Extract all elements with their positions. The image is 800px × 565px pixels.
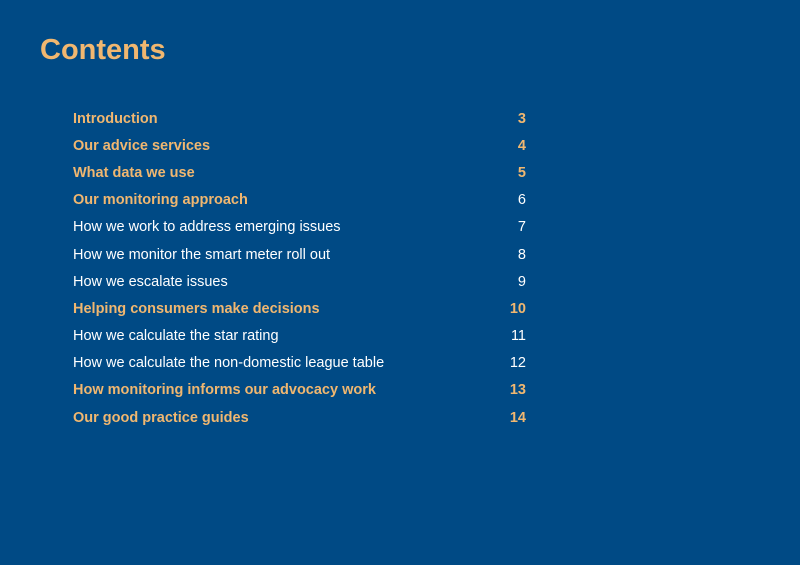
toc-entry-label: How we work to address emerging issues <box>73 219 341 236</box>
toc-entry-label: Our advice services <box>73 137 211 154</box>
toc-entry-page: 11 <box>510 328 526 345</box>
toc-entry-page: 4 <box>517 137 526 154</box>
toc-entry-page: 12 <box>509 355 526 372</box>
toc-entry-monitoring-approach[interactable] <box>73 187 526 214</box>
toc-entry-good-practice-guides[interactable] <box>73 404 526 431</box>
toc-entry-page: 5 <box>517 164 526 181</box>
toc-entry-label: How monitoring informs our advocacy work <box>73 382 376 399</box>
toc-entry-page: 6 <box>517 192 526 209</box>
toc-entry-label: How we calculate the star rating <box>73 328 279 345</box>
toc-entry-page: 13 <box>509 382 526 399</box>
toc-entry-page: 10 <box>509 300 526 317</box>
toc-entry-advice-services[interactable] <box>73 132 526 159</box>
toc-entry-label: How we monitor the smart meter roll out <box>73 246 331 263</box>
toc-entry-label: How we calculate the non-domestic league table <box>73 355 385 372</box>
toc-entry-league-table[interactable] <box>73 350 526 377</box>
toc-entry-escalate-issues[interactable] <box>73 268 526 295</box>
toc-entry-label: How we escalate issues <box>73 273 228 290</box>
toc-entry-label: What data we use <box>73 164 195 181</box>
toc-entry-consumer-decisions[interactable] <box>73 295 526 322</box>
toc-entry-introduction[interactable] <box>73 105 526 132</box>
toc-entry-page: 7 <box>517 219 526 236</box>
toc-entry-label: Our monitoring approach <box>73 192 248 209</box>
toc-entry-smart-meter[interactable] <box>73 241 526 268</box>
table-of-contents <box>73 105 526 431</box>
toc-entry-page: 3 <box>517 110 526 127</box>
toc-entry-emerging-issues[interactable] <box>73 214 526 241</box>
toc-entry-advocacy-work[interactable] <box>73 377 526 404</box>
toc-entry-star-rating[interactable] <box>73 323 526 350</box>
toc-entry-label: Our good practice guides <box>73 409 249 426</box>
toc-entry-page: 8 <box>517 246 526 263</box>
page-title: Contents <box>40 34 166 66</box>
toc-entry-page: 14 <box>509 409 526 426</box>
toc-entry-label: Helping consumers make decisions <box>73 300 320 317</box>
toc-entry-data-we-use[interactable] <box>73 159 526 186</box>
toc-entry-page: 9 <box>517 273 526 290</box>
toc-entry-label: Introduction <box>73 110 158 127</box>
